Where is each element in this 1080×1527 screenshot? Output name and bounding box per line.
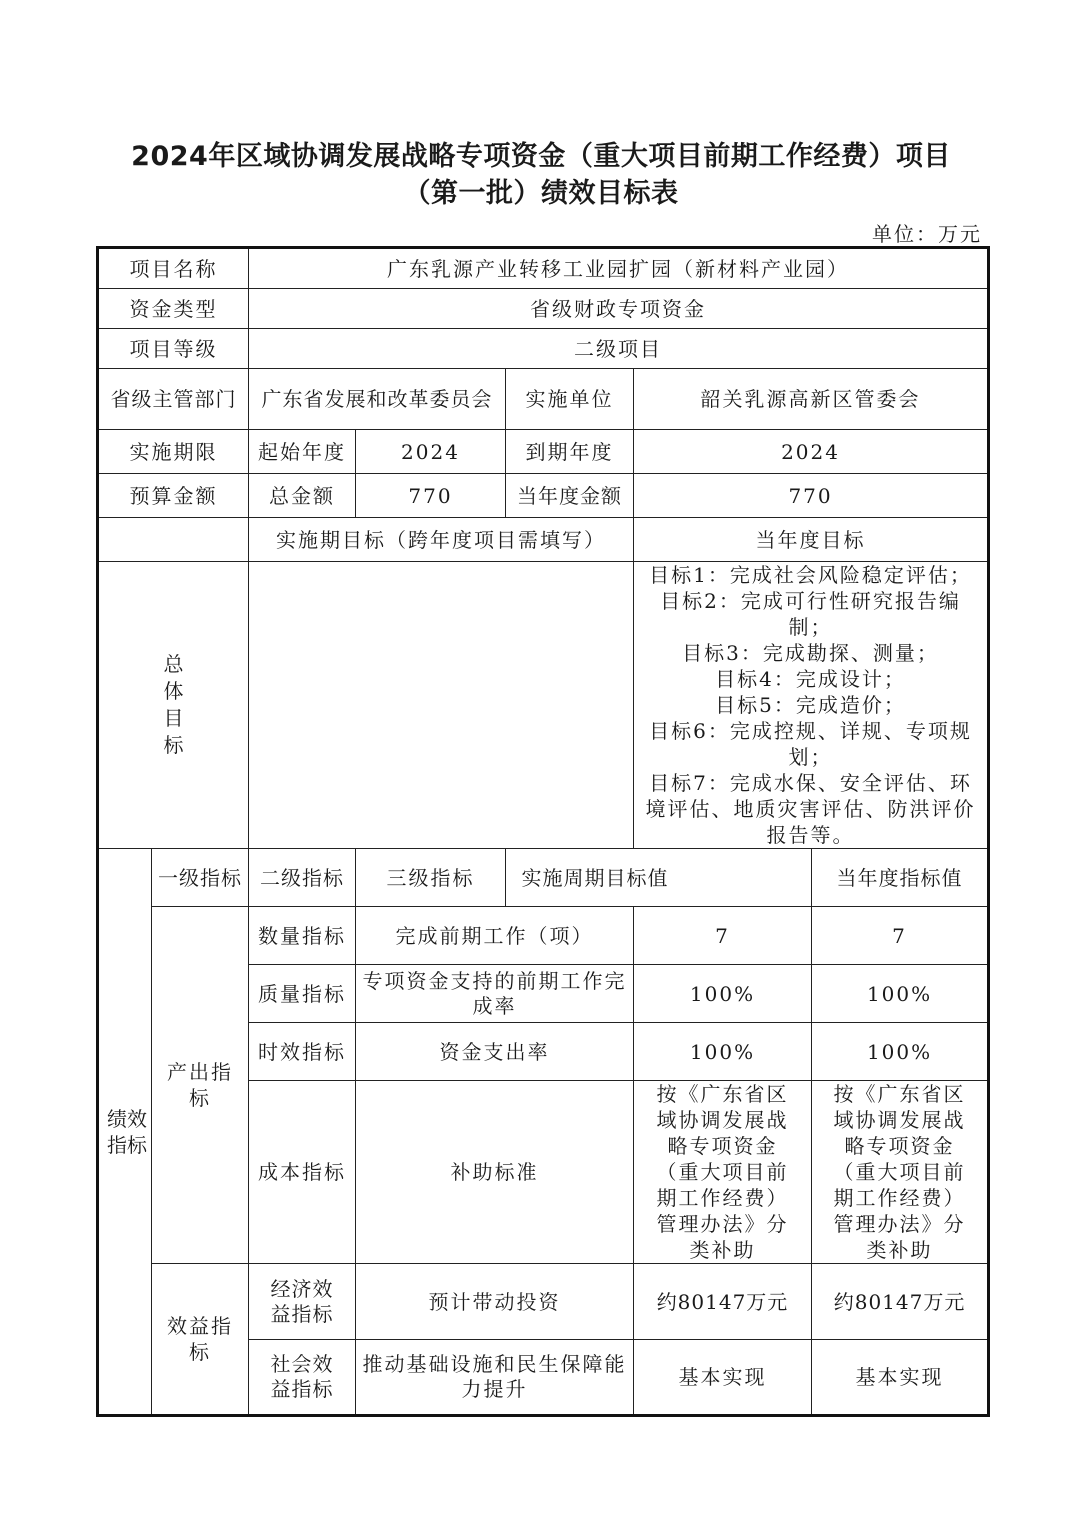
budget-label: 预算金额 bbox=[98, 474, 249, 518]
period-target-header: 实施周期目标值 bbox=[521, 865, 669, 890]
level1-header: 一级指标 bbox=[152, 849, 249, 907]
project-level-value: 二级项目 bbox=[249, 329, 989, 369]
indicator-level2 bbox=[249, 1264, 356, 1340]
year-goal-item: 目标3：完成勘探、测量； bbox=[682, 641, 939, 665]
row-period bbox=[98, 430, 989, 474]
start-year-label: 起始年度 bbox=[249, 430, 356, 474]
indicator-level2: 成本指标 bbox=[249, 1081, 356, 1264]
indicator-level3: 完成前期工作（项） bbox=[356, 907, 634, 965]
department-value: 广东省发展和改革委员会 bbox=[249, 369, 506, 430]
indicator-level2-text: 经济效益指标 bbox=[270, 1276, 334, 1326]
row-budget bbox=[98, 474, 989, 518]
indicator-year-target: 7 bbox=[812, 907, 989, 965]
document-title bbox=[96, 138, 986, 212]
indicator-level3: 资金支出率 bbox=[356, 1023, 634, 1081]
total-amount-value: 770 bbox=[356, 474, 506, 518]
year-goal-list bbox=[634, 562, 989, 849]
indicator-level2: 时效指标 bbox=[249, 1023, 356, 1081]
indicator-row-quantity bbox=[98, 907, 989, 965]
performance-indicator-label-text: 绩效指标 bbox=[107, 1106, 147, 1157]
impl-unit-label: 实施单位 bbox=[506, 369, 634, 430]
indicator-year-target: 100% bbox=[812, 1023, 989, 1081]
project-level-label: 项目等级 bbox=[98, 329, 249, 369]
indicator-level2-text: 社会效益指标 bbox=[270, 1352, 334, 1401]
project-name-label: 项目名称 bbox=[98, 248, 249, 289]
impl-unit-value: 韶关乳源高新区管委会 bbox=[634, 369, 989, 430]
total-amount-label: 总金额 bbox=[249, 474, 356, 518]
year-goal-item: 目标5：完成造价； bbox=[715, 693, 906, 717]
unit-label: 单位：万元 bbox=[872, 222, 982, 246]
start-year-value: 2024 bbox=[356, 430, 506, 474]
year-goal-item: 目标4：完成设计； bbox=[715, 667, 906, 691]
current-amount-label: 当年度金额 bbox=[506, 474, 634, 518]
year-goal-item: 目标6：完成控规、详规、专项规划； bbox=[649, 719, 972, 769]
row-overall-goal bbox=[98, 562, 989, 849]
indicator-level3: 推动基础设施和民生保障能力提升 bbox=[356, 1340, 634, 1416]
department-label: 省级主管部门 bbox=[98, 369, 249, 430]
end-year-value: 2024 bbox=[634, 430, 989, 474]
row-indicator-headers bbox=[98, 849, 989, 907]
indicator-year-target: 基本实现 bbox=[812, 1340, 989, 1416]
overall-goal-label-text: 总体目标 bbox=[163, 652, 184, 757]
overall-goal-label bbox=[98, 562, 249, 849]
indicator-period-target: 100% bbox=[634, 965, 812, 1023]
level2-header: 二级指标 bbox=[249, 849, 356, 907]
indicator-period-target: 基本实现 bbox=[634, 1340, 812, 1416]
output-indicator-label: 产出指标 bbox=[152, 907, 249, 1264]
period-goal-header: 实施期目标（跨年度项目需填写） bbox=[249, 518, 634, 562]
current-amount-value: 770 bbox=[634, 474, 989, 518]
target-header-split bbox=[506, 849, 812, 907]
indicator-level2: 数量指标 bbox=[249, 907, 356, 965]
indicator-year-target: 100% bbox=[812, 965, 989, 1023]
period-goal-value bbox=[249, 562, 634, 849]
indicator-period-target: 约80147万元 bbox=[634, 1264, 812, 1340]
indicator-level3: 专项资金支持的前期工作完成率 bbox=[356, 965, 634, 1023]
fund-type-value: 省级财政专项资金 bbox=[249, 289, 989, 329]
goal-header-blank bbox=[98, 518, 249, 562]
indicator-period-target: 7 bbox=[634, 907, 812, 965]
project-name-value: 广东乳源产业转移工业园扩园（新材料产业园） bbox=[249, 248, 989, 289]
indicator-period-target: 按《广东省区域协调发展战略专项资金（重大项目前期工作经费）管理办法》分类补助 bbox=[634, 1081, 812, 1264]
row-department bbox=[98, 369, 989, 430]
end-year-label: 到期年度 bbox=[506, 430, 634, 474]
performance-target-table bbox=[96, 246, 990, 1417]
row-goal-headers bbox=[98, 518, 989, 562]
benefit-indicator-label: 效益指标 bbox=[152, 1264, 249, 1416]
row-fund-type bbox=[98, 289, 989, 329]
row-project-name bbox=[98, 248, 989, 289]
title-line-2: （第一批）绩效目标表 bbox=[403, 178, 679, 209]
indicator-year-target: 约80147万元 bbox=[812, 1264, 989, 1340]
indicator-period-target: 100% bbox=[634, 1023, 812, 1081]
title-line-1: 2024年区域协调发展战略专项资金（重大项目前期工作经费）项目 bbox=[131, 141, 951, 172]
year-goal-item: 目标1：完成社会风险稳定评估； bbox=[649, 563, 972, 587]
performance-indicator-label bbox=[98, 849, 152, 1416]
year-goal-header: 当年度目标 bbox=[634, 518, 989, 562]
fund-type-label: 资金类型 bbox=[98, 289, 249, 329]
indicator-level2: 质量指标 bbox=[249, 965, 356, 1023]
indicator-year-target: 按《广东省区域协调发展战略专项资金（重大项目前期工作经费）管理办法》分类补助 bbox=[812, 1081, 989, 1264]
row-project-level bbox=[98, 329, 989, 369]
year-goal-item: 目标2：完成可行性研究报告编制； bbox=[660, 589, 961, 639]
indicator-level3: 预计带动投资 bbox=[356, 1264, 634, 1340]
level3-header: 三级指标 bbox=[356, 849, 506, 907]
indicator-level3: 补助标准 bbox=[356, 1081, 634, 1264]
year-target-header: 当年度指标值 bbox=[812, 849, 989, 907]
period-label: 实施期限 bbox=[98, 430, 249, 474]
year-goal-item: 目标7：完成水保、安全评估、环境评估、地质灾害评估、防洪评价报告等。 bbox=[645, 771, 976, 847]
indicator-row-economic bbox=[98, 1264, 989, 1340]
indicator-level2 bbox=[249, 1340, 356, 1416]
